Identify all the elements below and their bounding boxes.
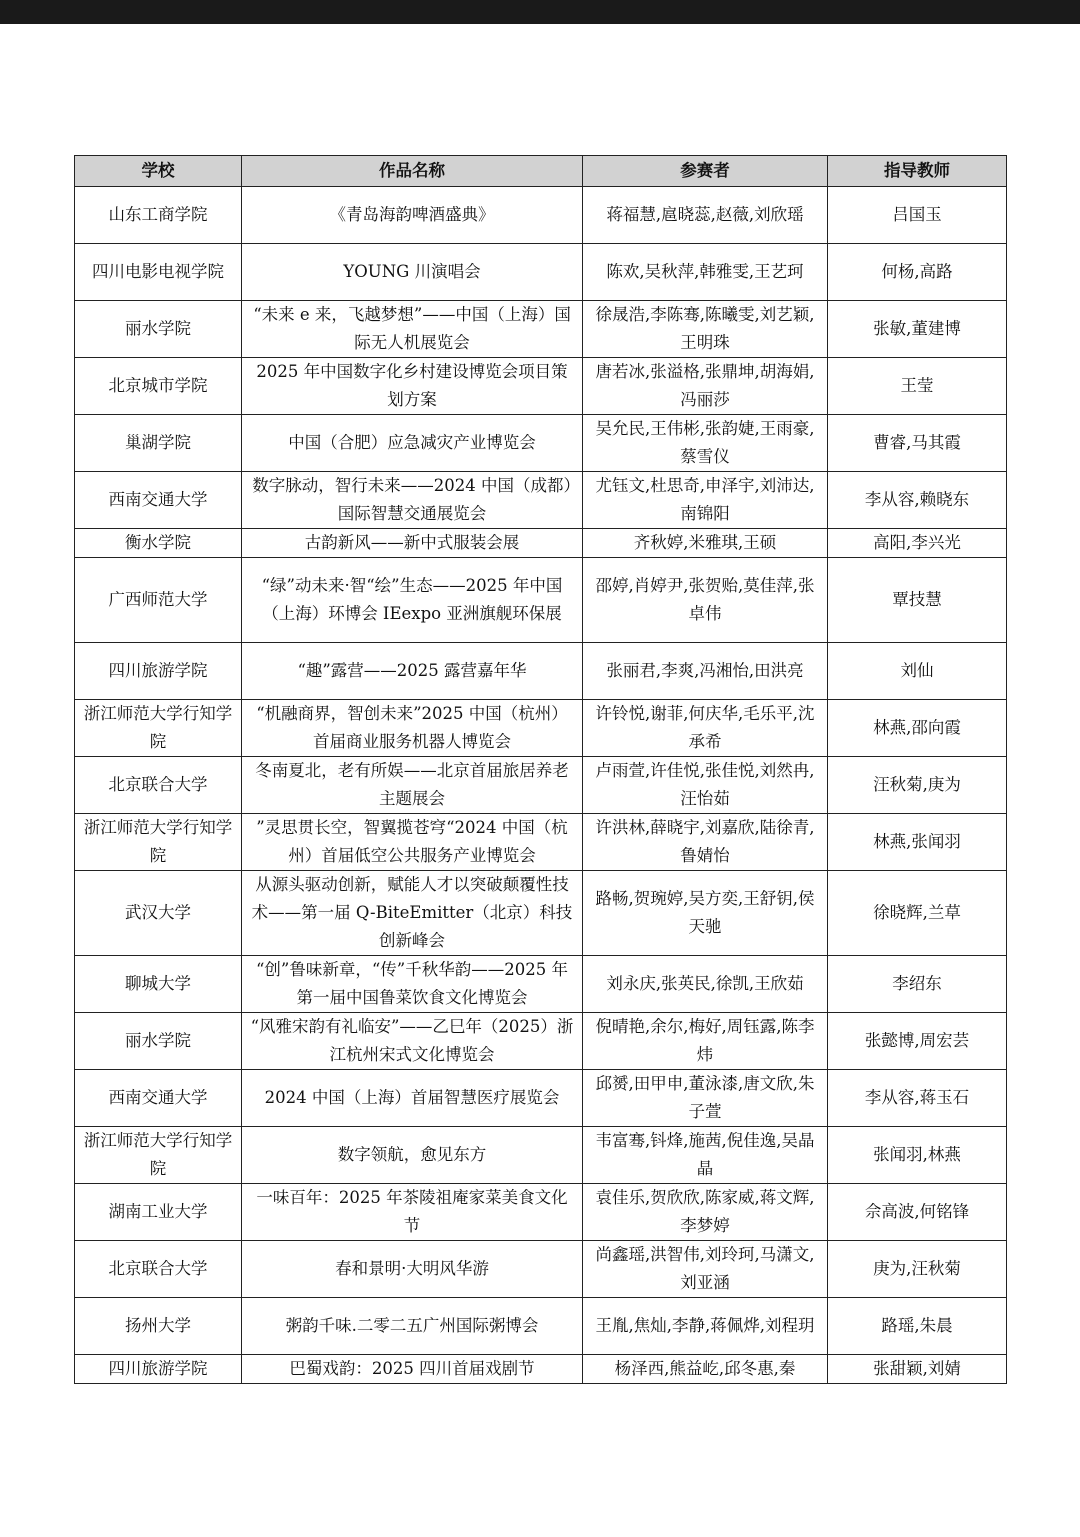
cell-advisor: 何杨,高路 xyxy=(828,244,1007,301)
table-row xyxy=(75,1070,1007,1127)
cell-participants: 许洪林,薛晓宇,刘嘉欣,陆徐青,鲁婧怡 xyxy=(583,814,828,871)
cell-school: 广西师范大学 xyxy=(75,558,242,643)
cell-participants: 邵婷,肖婷尹,张贺贻,莫佳萍,张卓伟 xyxy=(583,558,828,643)
cell-school: 西南交通大学 xyxy=(75,1070,242,1127)
table-row xyxy=(75,1013,1007,1070)
cell-work: ”灵思贯长空，智翼揽苍穹“2024 中国（杭州）首届低空公共服务产业博览会 xyxy=(242,814,583,871)
table-row xyxy=(75,558,1007,643)
cell-participants: 陈欢,吴秋萍,韩雅雯,王艺珂 xyxy=(583,244,828,301)
cell-school: 北京联合大学 xyxy=(75,757,242,814)
cell-work: “趣”露营——2025 露营嘉年华 xyxy=(242,643,583,700)
table-row xyxy=(75,814,1007,871)
cell-work: “创”鲁味新章，“传”千秋华韵——2025 年第一届中国鲁菜饮食文化博览会 xyxy=(242,956,583,1013)
cell-work: 2025 年中国数字化乡村建设博览会项目策划方案 xyxy=(242,358,583,415)
cell-school: 浙江师范大学行知学院 xyxy=(75,1127,242,1184)
cell-advisor: 汪秋菊,庚为 xyxy=(828,757,1007,814)
table-row xyxy=(75,956,1007,1013)
table-row xyxy=(75,643,1007,700)
table-row xyxy=(75,472,1007,529)
header-school: 学校 xyxy=(75,156,242,187)
top-bar xyxy=(0,0,1080,24)
cell-participants: 尤钰文,杜思奇,申泽宇,刘沛达,南锦阳 xyxy=(583,472,828,529)
cell-advisor: 吕国玉 xyxy=(828,187,1007,244)
cell-school: 衡水学院 xyxy=(75,529,242,558)
cell-work: 春和景明·大明风华游 xyxy=(242,1241,583,1298)
cell-advisor: 曹睿,马其霞 xyxy=(828,415,1007,472)
cell-participants: 刘永庆,张英民,徐凯,王欣茹 xyxy=(583,956,828,1013)
cell-advisor: 李从容,赖晓东 xyxy=(828,472,1007,529)
table-row xyxy=(75,301,1007,358)
cell-advisor: 林燕,张闻羽 xyxy=(828,814,1007,871)
table-body xyxy=(75,187,1007,1384)
cell-advisor: 林燕,邵向霞 xyxy=(828,700,1007,757)
cell-participants: 张丽君,李爽,冯湘怡,田洪亮 xyxy=(583,643,828,700)
cell-advisor: 覃技慧 xyxy=(828,558,1007,643)
cell-work: “机融商界，智创未来”2025 中国（杭州）首届商业服务机器人博览会 xyxy=(242,700,583,757)
cell-advisor: 高阳,李兴光 xyxy=(828,529,1007,558)
cell-participants: 卢雨萱,许佳悦,张佳悦,刘然冉,汪怡茹 xyxy=(583,757,828,814)
cell-work: 一味百年：2025 年茶陵祖庵家菜美食文化节 xyxy=(242,1184,583,1241)
cell-work: YOUNG 川演唱会 xyxy=(242,244,583,301)
cell-participants: 蒋福慧,扈晓蕊,赵薇,刘欣瑶 xyxy=(583,187,828,244)
cell-work: “绿”动未来·智“绘”生态——2025 年中国（上海）环博会 IEexpo 亚洲旗舰环保展 xyxy=(242,558,583,643)
table-row xyxy=(75,1184,1007,1241)
cell-work: 古韵新风——新中式服装会展 xyxy=(242,529,583,558)
cell-participants: 韦富骞,钭烽,施茜,倪佳逸,吴晶晶 xyxy=(583,1127,828,1184)
cell-work: “未来 e 来，飞越梦想”——中国（上海）国际无人机展览会 xyxy=(242,301,583,358)
table-header-row xyxy=(75,156,1007,187)
awards-table xyxy=(74,155,1007,1384)
cell-school: 浙江师范大学行知学院 xyxy=(75,700,242,757)
cell-participants: 袁佳乐,贺欣欣,陈家威,蒋文辉,李梦婷 xyxy=(583,1184,828,1241)
cell-participants: 倪晴艳,余尔,梅好,周钰露,陈李炜 xyxy=(583,1013,828,1070)
table-row xyxy=(75,871,1007,956)
cell-participants: 路畅,贺琬婷,吴方奕,王舒钥,侯天驰 xyxy=(583,871,828,956)
table-row xyxy=(75,187,1007,244)
header-work: 作品名称 xyxy=(242,156,583,187)
cell-participants: 徐晟浩,李陈骞,陈曦雯,刘艺颖,王明珠 xyxy=(583,301,828,358)
cell-advisor: 徐晓辉,兰草 xyxy=(828,871,1007,956)
cell-work: 2024 中国（上海）首届智慧医疗展览会 xyxy=(242,1070,583,1127)
table-row xyxy=(75,1127,1007,1184)
cell-advisor: 王莹 xyxy=(828,358,1007,415)
cell-advisor: 张敏,董建博 xyxy=(828,301,1007,358)
cell-advisor: 路瑶,朱晨 xyxy=(828,1298,1007,1355)
cell-work: 数字脉动，智行未来——2024 中国（成都）国际智慧交通展览会 xyxy=(242,472,583,529)
cell-participants: 吴允民,王伟彬,张韵婕,王雨豪,蔡雪仪 xyxy=(583,415,828,472)
cell-school: 四川旅游学院 xyxy=(75,1355,242,1384)
cell-work: 中国（合肥）应急减灾产业博览会 xyxy=(242,415,583,472)
cell-work: 数字领航，愈见东方 xyxy=(242,1127,583,1184)
cell-participants: 齐秋婷,米雅琪,王硕 xyxy=(583,529,828,558)
cell-advisor: 张甜颖,刘婧 xyxy=(828,1355,1007,1384)
cell-school: 北京城市学院 xyxy=(75,358,242,415)
cell-school: 丽水学院 xyxy=(75,301,242,358)
cell-advisor: 张懿博,周宏芸 xyxy=(828,1013,1007,1070)
cell-participants: 王胤,焦灿,李静,蒋佩烨,刘程玥 xyxy=(583,1298,828,1355)
cell-work: 从源头驱动创新，赋能人才以突破颠覆性技术——第一届 Q-BiteEmitter（北京）科技创新峰会 xyxy=(242,871,583,956)
cell-school: 浙江师范大学行知学院 xyxy=(75,814,242,871)
cell-work: 冬南夏北，老有所娱——北京首届旅居养老主题展会 xyxy=(242,757,583,814)
cell-work: 巴蜀戏韵：2025 四川首届戏剧节 xyxy=(242,1355,583,1384)
cell-school: 四川电影电视学院 xyxy=(75,244,242,301)
cell-school: 四川旅游学院 xyxy=(75,643,242,700)
table-row xyxy=(75,1298,1007,1355)
cell-participants: 尚鑫瑶,洪智伟,刘玲珂,马潇文,刘亚涵 xyxy=(583,1241,828,1298)
table-row xyxy=(75,757,1007,814)
cell-school: 扬州大学 xyxy=(75,1298,242,1355)
cell-school: 武汉大学 xyxy=(75,871,242,956)
cell-advisor: 佘高波,何铭锋 xyxy=(828,1184,1007,1241)
cell-work: 《青岛海韵啤酒盛典》 xyxy=(242,187,583,244)
cell-advisor: 李绍东 xyxy=(828,956,1007,1013)
cell-school: 北京联合大学 xyxy=(75,1241,242,1298)
table-row xyxy=(75,358,1007,415)
cell-advisor: 李从容,蒋玉石 xyxy=(828,1070,1007,1127)
cell-school: 巢湖学院 xyxy=(75,415,242,472)
cell-participants: 杨泽西,熊益屹,邱冬惠,秦 xyxy=(583,1355,828,1384)
cell-work: 粥韵千味.二零二五广州国际粥博会 xyxy=(242,1298,583,1355)
table-row xyxy=(75,1355,1007,1384)
cell-advisor: 刘仙 xyxy=(828,643,1007,700)
header-advisor: 指导教师 xyxy=(828,156,1007,187)
cell-work: “风雅宋韵有礼临安”——乙巳年（2025）浙江杭州宋式文化博览会 xyxy=(242,1013,583,1070)
table-row xyxy=(75,529,1007,558)
awards-table-container xyxy=(74,155,1006,1384)
table-row xyxy=(75,244,1007,301)
table-row xyxy=(75,415,1007,472)
header-participants: 参赛者 xyxy=(583,156,828,187)
cell-participants: 邱赟,田甲申,董泳漆,唐文欣,朱子萱 xyxy=(583,1070,828,1127)
table-row xyxy=(75,1241,1007,1298)
cell-participants: 唐若冰,张溢格,张鼎坤,胡海娟,冯丽莎 xyxy=(583,358,828,415)
cell-participants: 许铃悦,谢菲,何庆华,毛乐平,沈承希 xyxy=(583,700,828,757)
cell-advisor: 庚为,汪秋菊 xyxy=(828,1241,1007,1298)
cell-school: 山东工商学院 xyxy=(75,187,242,244)
cell-advisor: 张闻羽,林燕 xyxy=(828,1127,1007,1184)
cell-school: 西南交通大学 xyxy=(75,472,242,529)
cell-school: 丽水学院 xyxy=(75,1013,242,1070)
table-row xyxy=(75,700,1007,757)
cell-school: 湖南工业大学 xyxy=(75,1184,242,1241)
cell-school: 聊城大学 xyxy=(75,956,242,1013)
